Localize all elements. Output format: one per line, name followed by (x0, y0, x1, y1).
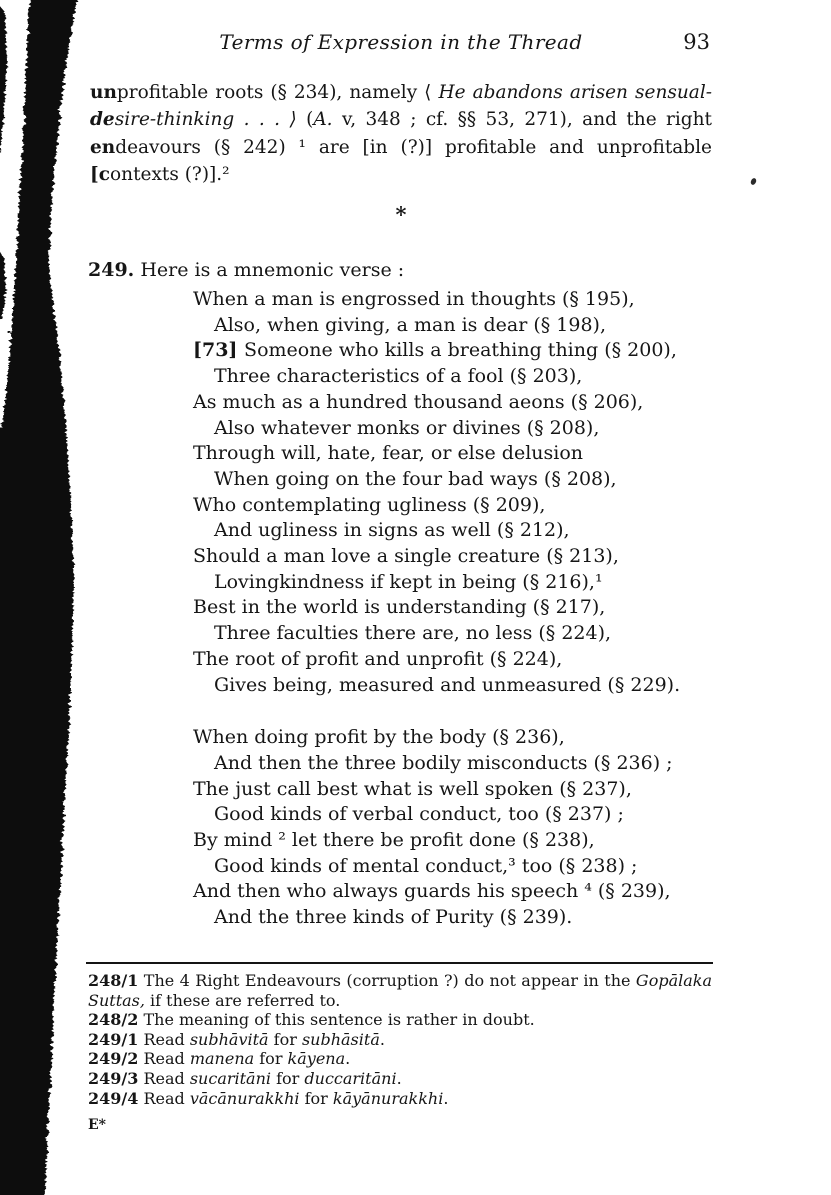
text-segment: if these are referred to. (144, 990, 341, 1010)
signature-mark: E* (88, 1117, 106, 1133)
verse-line: Lovingkindness if kept in being (§ 216),¹ (214, 570, 603, 593)
footnote-label: 248/1 (88, 971, 139, 990)
text-segment: Read (138, 1049, 190, 1069)
text-segment: manena (189, 1049, 255, 1069)
verse-line: Also, when giving, a man is dear (§ 198), (214, 313, 606, 336)
paragraph-line (90, 134, 712, 161)
verse-line: By mind ² let there be profit done (§ 238), (193, 829, 595, 852)
verse-line: The root of profit and unprofit (§ 224), (193, 647, 563, 670)
text-segment: de (90, 109, 115, 131)
mnemonic-verse (193, 287, 712, 931)
text-segment: vācānurakkhi (189, 1088, 300, 1108)
text-segment: en (90, 136, 116, 158)
text-segment: kāyānurakkhi (332, 1088, 444, 1108)
text-segment: profitable roots (§ 234), namely ⟨ (116, 82, 439, 103)
text-segment: for (271, 1068, 305, 1088)
footnote-label: 249/1 (88, 1029, 139, 1049)
verse-line: And ugliness in signs as well (§ 212), (214, 519, 570, 542)
text-segment: for (268, 1029, 302, 1049)
verse-line: Best in the world is understanding (§ 217), (193, 596, 606, 619)
paragraph-line (90, 161, 712, 188)
verse-line: And the three kinds of Purity (§ 239). (214, 906, 573, 929)
verse-stanza (193, 287, 712, 698)
verse-line: When a man is engrossed in thoughts (§ 195), (193, 288, 635, 310)
verse-line: When going on the four bad ways (§ 208), (214, 467, 617, 490)
text-segment: sucaritāni (189, 1068, 272, 1088)
scan-binding-edge (0, 0, 90, 1195)
footnote-label: 249/3 (88, 1068, 139, 1088)
page-number: 93 (683, 30, 710, 54)
text-segment: duccaritāni (304, 1068, 397, 1088)
text-segment: for (299, 1088, 333, 1108)
verse-line: Good kinds of mental conduct,³ too (§ 238) ; (214, 854, 638, 877)
verse-stanza (193, 725, 712, 931)
section-number: 249. (88, 259, 135, 281)
text-segment: Read (138, 1088, 190, 1108)
page-marker: [73] (193, 339, 245, 362)
footnote-label: 249/4 (88, 1088, 139, 1108)
text-segment: Read (138, 1068, 190, 1088)
footnote (88, 1030, 712, 1050)
text-segment: ontexts (?)].² (110, 163, 230, 185)
text-segment: He abandons arisen sensual- (438, 82, 712, 103)
section-intro (88, 259, 712, 281)
text-segment: . (443, 1088, 449, 1108)
text-segment: . (396, 1068, 402, 1088)
footnote-label: 249/2 (88, 1049, 139, 1069)
text-segment: The meaning of this sentence is rather in doubt. (138, 1010, 535, 1030)
verse-line: And then who always guards his speech ⁴ (§ 239), (193, 880, 671, 903)
section-intro-text: Here is a mnemonic verse : (134, 259, 405, 281)
verse-line: Good kinds of verbal conduct, too (§ 237) ; (214, 803, 624, 826)
text-segment: . (379, 1029, 385, 1049)
text-segment: Read (138, 1029, 190, 1049)
text-segment: Gopālaka Suttas, (88, 971, 712, 1010)
verse-line: And then the three bodily misconducts (§ 236) ; (214, 751, 673, 774)
text-segment: v, 348 ; cf. §§ 53, 271), and the right (332, 109, 712, 131)
opening-paragraph (90, 79, 712, 188)
verse-line: Should a man love a single creature (§ 213), (193, 545, 619, 568)
paragraph-line (90, 79, 712, 106)
verse-line: The just call best what is well spoken (§ 237), (193, 777, 632, 800)
text-segment: deavours (§ 242) ¹ are [in (?)] profitable and unprofitable (115, 136, 712, 158)
scan-speck (750, 177, 757, 185)
section-divider-asterisk: * (395, 202, 407, 227)
footnote (88, 971, 712, 1010)
text-segment: [c (90, 163, 111, 185)
footnote (88, 1089, 712, 1109)
text-segment: kāyena (287, 1049, 346, 1069)
verse-line: Gives being, measured and unmeasured (§ 229). (214, 673, 681, 696)
footnote (88, 1049, 712, 1069)
text-segment: A. (313, 109, 333, 131)
verse-line: Three characteristics of a fool (§ 203), (214, 365, 583, 388)
footnote-label: 248/2 (88, 1010, 139, 1030)
footnote (88, 1069, 712, 1089)
text-segment: sire-thinking . . . ⟩ (114, 109, 297, 131)
text-segment: subhāvitā (189, 1029, 269, 1049)
verse-line: Also whatever monks or divines (§ 208), (214, 416, 600, 439)
verse-line: When doing profit by the body (§ 236), (193, 726, 565, 749)
page-header (90, 30, 712, 58)
footnote-rule (86, 962, 713, 964)
verse-line: Who contemplating ugliness (§ 209), (193, 493, 546, 516)
text-segment: . (345, 1049, 351, 1069)
paragraph-line (90, 106, 712, 133)
text-segment: The 4 Right Endeavours (corruption ?) do not appear in the (138, 971, 636, 990)
verse-line: As much as a hundred thousand aeons (§ 206), (193, 390, 644, 413)
text-segment: subhāsitā (301, 1029, 380, 1049)
footnote (88, 1010, 712, 1030)
verse-line: [73] Someone who kills a breathing thing (§ 200), (193, 339, 677, 362)
footnotes (88, 971, 712, 1108)
verse-line: Through will, hate, fear, or else delusion (193, 442, 584, 465)
verse-line: Three faculties there are, no less (§ 224), (214, 622, 612, 645)
text-segment: for (254, 1049, 288, 1069)
running-title: Terms of Expression in the Thread (219, 30, 583, 54)
text-segment: un (90, 82, 117, 103)
text-segment: ( (296, 109, 314, 131)
